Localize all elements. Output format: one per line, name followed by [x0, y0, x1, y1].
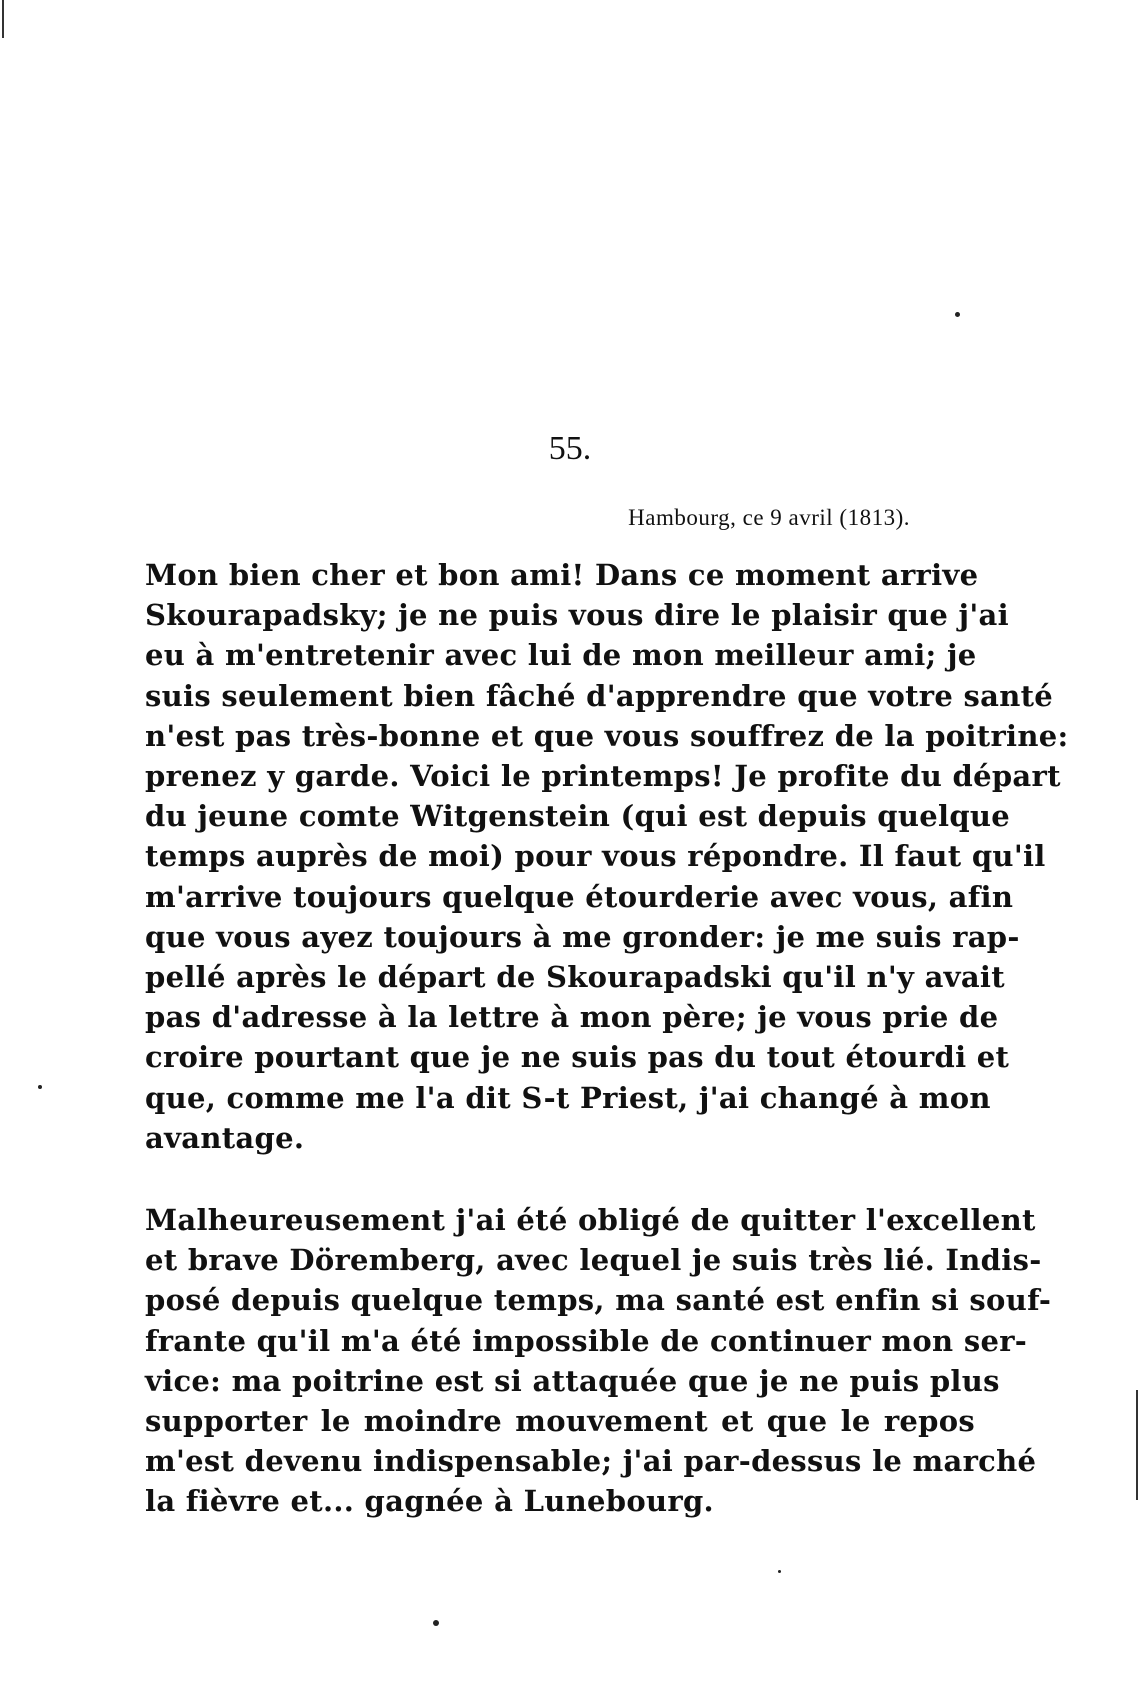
text-line: la fièvre et... gagnée à Lunebourg. [145, 1484, 714, 1519]
scan-speck [433, 1620, 439, 1626]
text-line: n'est pas très-bonne et que vous souffrez de la poitrine: [145, 718, 1069, 753]
text-line: supporter le moindre mouvement et que le repos [145, 1404, 975, 1439]
text-line: frante qu'il m'a été impossible de continuer mon ser- [145, 1323, 1028, 1358]
paragraph-1 [145, 555, 1069, 1158]
text-line: vice: ma poitrine est si attaquée que je ne puis plus [145, 1363, 1000, 1398]
text-line: que, comme me l'a dit S-t Priest, j'ai changé à mon [145, 1080, 991, 1115]
text-line: prenez y garde. Voici le printemps! Je profite du départ [145, 759, 1061, 794]
letter-dateline: Hambourg, ce 9 avril (1813). [628, 505, 910, 530]
text-line: Malheureusement j'ai été obligé de quitter l'excellent [145, 1203, 1036, 1237]
text-line: eu à m'entretenir avec lui de mon meilleur ami; je [145, 638, 977, 673]
text-line: posé depuis quelque temps, ma santé est enfin si souf- [145, 1283, 1052, 1318]
scan-speck [778, 1570, 781, 1573]
scan-speck [38, 1085, 42, 1089]
scan-speck [955, 312, 960, 317]
text-line: suis seulement bien fâché d'apprendre que votre santé [145, 678, 1054, 713]
text-line: croire pourtant que je ne suis pas du tout étourdi et [145, 1040, 1010, 1075]
text-line: pellé après le départ de Skourapadski qu'il n'y avait [145, 960, 1005, 995]
text-line: temps auprès de moi) pour vous répondre. Il faut qu'il [145, 839, 1046, 874]
text-line: m'est devenu indispensable; j'ai par-dessus le marché [145, 1444, 1037, 1479]
text-line: du jeune comte Witgenstein (qui est depuis quelque [145, 799, 1011, 834]
text-line: Skourapadsky; je ne puis vous dire le plaisir que j'ai [145, 598, 1009, 633]
text-line: que vous ayez toujours à me gronder: je me suis rap- [145, 919, 1020, 954]
paragraph-2 [145, 1200, 1052, 1522]
text-line: avantage. [145, 1120, 305, 1155]
scan-edge-mark-right [1136, 1390, 1138, 1500]
scan-edge-mark-left [2, 0, 4, 38]
text-line: pas d'adresse à la lettre à mon père; je vous prie de [145, 1000, 999, 1035]
letter-number: 55. [548, 430, 592, 467]
text-line: et brave Döremberg, avec lequel je suis très lié. Indis- [145, 1243, 1042, 1278]
text-line: m'arrive toujours quelque étourderie avec vous, afin [145, 879, 1014, 914]
text-line: Mon bien cher et bon ami! Dans ce moment arrive [145, 558, 979, 592]
